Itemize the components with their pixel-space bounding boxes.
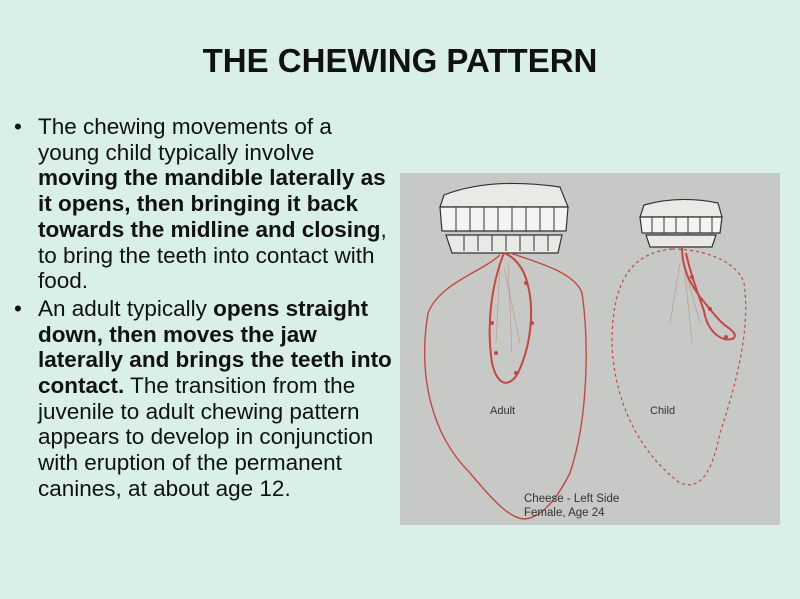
bullet2-bold-text: opens straight down, then moves the jaw laterally and brings the teeth into contact. (38, 295, 392, 399)
bullet-item-adult (14, 296, 394, 502)
bullet1-bold-text: moving the mandible laterally as it opens, then bringing it back towards the midline and closing (38, 165, 386, 242)
bullet-marker: • (14, 114, 22, 139)
adult-faint-traces (496, 263, 520, 353)
bullet-marker: • (14, 295, 22, 321)
caption-line-1: Cheese - Left Side (524, 493, 620, 505)
bullet-item-child (14, 114, 394, 294)
child-envelope-trace (612, 249, 746, 485)
chewing-diagram (400, 173, 780, 525)
bullet1-text-end: , to bring the teeth into contact with food. (38, 216, 387, 294)
bullet2-text-end: The transition from the juvenile to adult chewing pattern appears to develop in conjunction with eruption of the permanent canines, at about age 12. (38, 373, 374, 501)
figure-caption (524, 492, 619, 520)
adult-envelope-trace (425, 253, 586, 519)
adult-label: Adult (490, 405, 516, 417)
child-faint-traces (670, 263, 700, 343)
slide-title: THE CHEWING PATTERN (202, 42, 598, 79)
caption-line-2: Female, Age 24 (524, 507, 605, 519)
adult-teeth-icon (440, 183, 568, 253)
child-label: Child (650, 405, 676, 417)
bullet-list (14, 114, 394, 504)
bullet2-text: An adult typically (38, 295, 214, 321)
child-chewing-trace (682, 247, 735, 339)
bullet1-text: The chewing movements of a young child typically involve (38, 114, 332, 165)
child-teeth-icon (640, 199, 722, 247)
chewing-pattern-figure (400, 173, 780, 525)
